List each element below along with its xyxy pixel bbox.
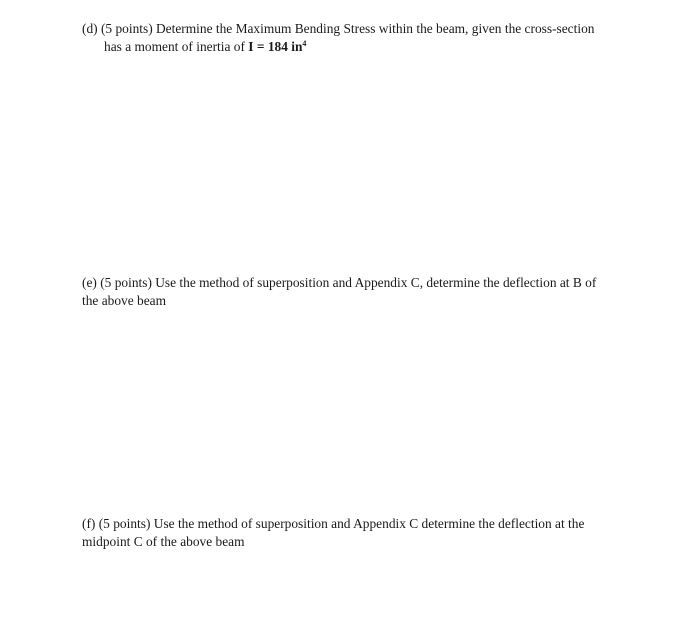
question-e [82, 274, 642, 310]
question-d-text: has a moment of inertia of [104, 39, 249, 54]
question-e-line-2: the above beam [82, 293, 167, 308]
question-f [82, 515, 642, 551]
question-d [82, 20, 642, 56]
moment-of-inertia-value: I = 184 in [248, 39, 303, 54]
question-d-line-1: (d) (5 points) Determine the Maximum Bending Stress within the beam, given the cross-section [82, 21, 595, 36]
question-d-line-2 [82, 38, 642, 56]
question-f-line-2: midpoint C of the above beam [82, 534, 245, 549]
question-f-line-1: (f) (5 points) Use the method of superposition and Appendix C determine the deflection at the [82, 516, 585, 531]
question-e-line-1: (e) (5 points) Use the method of superposition and Appendix C, determine the deflection at B of [82, 275, 597, 290]
exponent: 4 [302, 39, 307, 48]
